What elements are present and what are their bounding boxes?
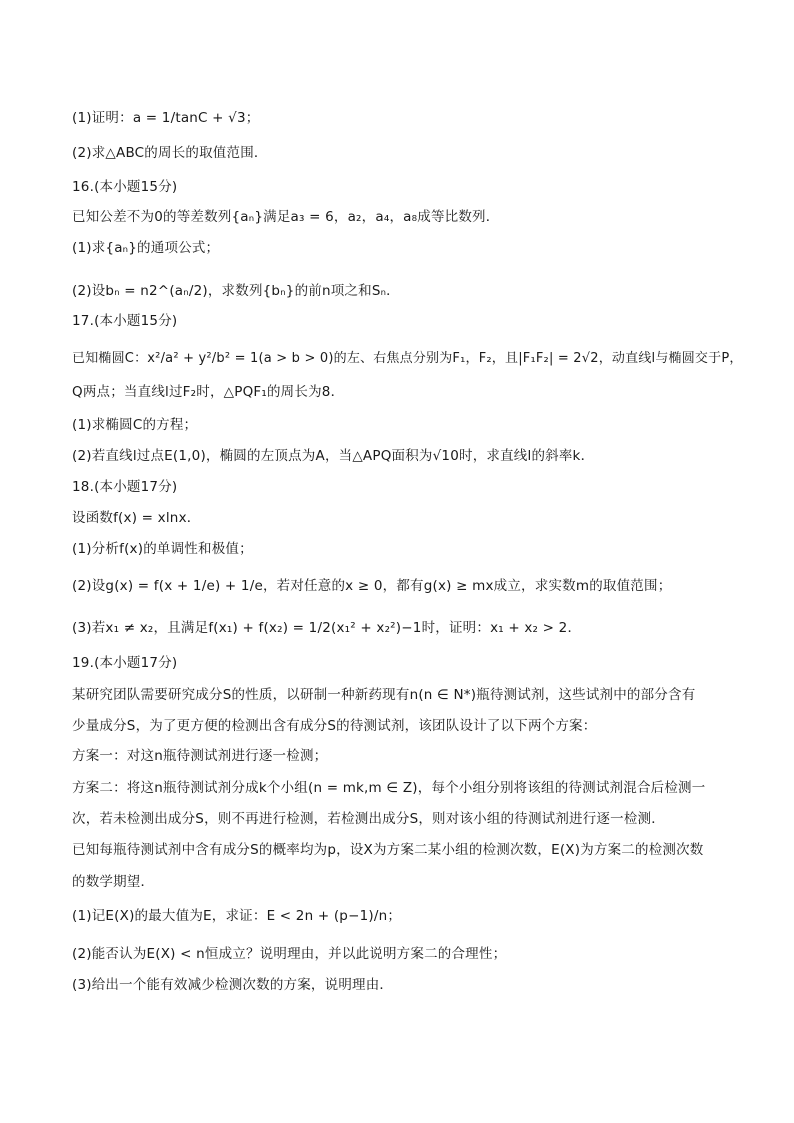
text-line-2: (2)求△ABC的周长的取值范围． <box>72 145 268 161</box>
text-line-10: (1)求椭圆C的方程； <box>72 417 198 433</box>
text-line-15: (2)设g(x) = f(x + 1/e) + 1/e，若对任意的x ≥ 0，都有g(x) ≥ mx成立，求实数m的取值范围； <box>72 578 672 594</box>
text-line-13: 设函数f(x) = xlnx． <box>72 510 201 526</box>
problem-18-heading: 18.(本小题17分) <box>72 479 178 495</box>
text-line-21: 方案二：将这n瓶待测试剂分成k个小组(n = mk,m ∈ Z)，每个小组分别将该组的待测试剂混合后检测一 <box>72 780 706 796</box>
text-line-4: 已知公差不为0的等差数列{aₙ}满足a₃ = 6，a₂，a₄，a₈成等比数列． <box>72 209 500 225</box>
text-line-18: 某研究团队需要研究成分S的性质，以研制一种新药现有n(n ∈ N*)瓶待测试剂，这些试剂中的部分含有 <box>72 687 696 703</box>
text-line-27: (3)给出一个能有效减少检测次数的方案，说明理由． <box>72 977 394 993</box>
text-line-11: (2)若直线l过点E(1,0)，椭圆的左顶点为A，当△APQ面积为√10时，求直线l的斜率k． <box>72 448 595 464</box>
text-line-22: 次，若未检测出成分S，则不再进行检测，若检测出成分S，则对该小组的待测试剂进行逐一检测． <box>72 811 665 827</box>
problem-19-heading: 19.(本小题17分) <box>72 655 178 671</box>
text-line-1: (1)证明：a = 1/tanC + √3； <box>72 110 260 126</box>
text-line-19: 少量成分S，为了更方便的检测出含有成分S的待测试剂，该团队设计了以下两个方案： <box>72 718 597 734</box>
problem-16-heading: 16.(本小题15分) <box>72 179 178 195</box>
text-line-8: 已知椭圆C：x²/a² + y²/b² = 1(a > b > 0)的左、右焦点分别为F₁，F₂，且|F₁F₂| = 2√2，动直线l与椭圆交于P， <box>72 351 743 366</box>
text-line-25: (1)记E(X)的最大值为E，求证：E < 2n + (p−1)/n； <box>72 908 402 924</box>
text-line-23: 已知每瓶待测试剂中含有成分S的概率均为p，设X为方案二某小组的检测次数，E(X)为方案二的检测次数 <box>72 842 704 858</box>
text-line-20: 方案一：对这n瓶待测试剂进行逐一检测； <box>72 748 328 764</box>
text-line-24: 的数学期望． <box>72 874 155 890</box>
text-line-14: (1)分析f(x)的单调性和极值； <box>72 541 253 557</box>
text-line-5: (1)求{aₙ}的通项公式； <box>72 240 220 256</box>
text-line-16: (3)若x₁ ≠ x₂，且满足f(x₁) + f(x₂) = 1/2(x₁² + x₂²)−1时，证明：x₁ + x₂ > 2． <box>72 620 582 636</box>
problem-17-heading: 17.(本小题15分) <box>72 313 178 329</box>
text-line-6: (2)设bₙ = n2^(aₙ/2)，求数列{bₙ}的前n项之和Sₙ． <box>72 283 400 299</box>
text-line-26: (2)能否认为E(X) < n恒成立？说明理由，并以此说明方案二的合理性； <box>72 946 507 962</box>
text-line-9: Q两点；当直线l过F₂时，△PQF₁的周长为8． <box>72 384 345 400</box>
